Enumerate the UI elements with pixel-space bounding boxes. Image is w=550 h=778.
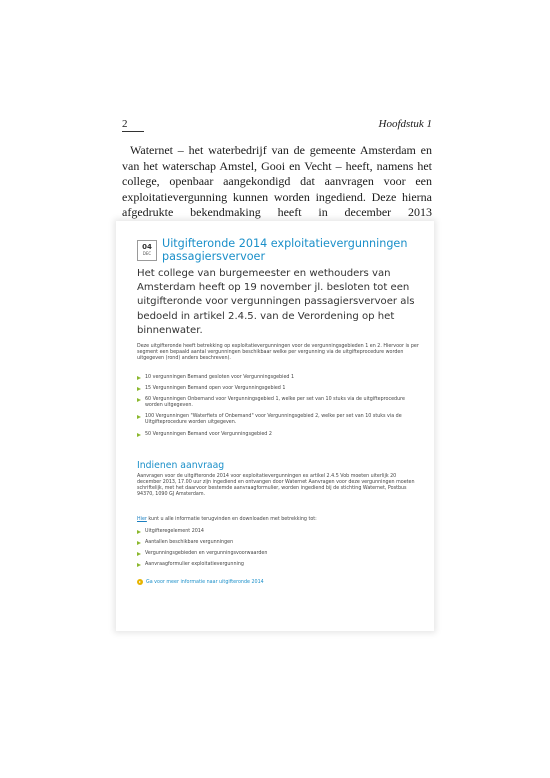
arrow-circle-icon xyxy=(137,579,143,585)
intro-text: Waternet – het waterbedrijf van de gemeente Amsterdam en van het waterschap Amstel, Gooi en Vecht – heeft, namens het college, openbaar aangekondigd dat aanvragen voor een exploitatievergunning kunnen worden ingediend. Deze hierna afgedrukte bekendmaking heeft in december 2013 xyxy=(122,143,432,219)
bullet-icon xyxy=(137,530,141,534)
more-info-label: Ga voor meer informatie naar uitgifteronde 2014 xyxy=(146,579,264,585)
list-item xyxy=(137,562,419,568)
list-item-text: 60 Vergunningen Onbemand voor Vergunningsgebied 1, welke per set van 10 stuks via de uitgifteprocedure worden uitgegeven. xyxy=(145,397,405,409)
list-item-text: 10 vergunningen Bemand gesloten voor Vergunningsgebied 1 xyxy=(145,375,295,380)
list-item-text: Aantallen beschikbare vergunningen xyxy=(145,540,234,546)
info-link-line xyxy=(137,517,419,523)
list-item xyxy=(137,414,419,426)
info-list xyxy=(137,529,419,573)
notice-body: Deze uitgifteronde heeft betrekking op exploitatievergunningen voor de vergunningsgebieden 1 en 2. Hiervoor is per segment een bepaald aantal vergunningen beschikbaar welke per vergunning via de uitgifteprocedure worden uitgegeven (rond) anders beschreven). xyxy=(137,344,419,362)
bullet-icon xyxy=(137,398,141,402)
list-item-text: 50 Vergunningen Bemand voor Vergunningsgebied 2 xyxy=(145,431,272,437)
list-item xyxy=(137,397,419,409)
bullet-icon xyxy=(137,415,141,419)
bullet-icon xyxy=(137,433,141,437)
bullet-icon xyxy=(137,387,141,391)
date-month: DEC xyxy=(142,251,152,256)
list-item-text: 15 Vergunningen Bemand open voor Vergunningsgebied 1 xyxy=(145,386,286,392)
notice-card xyxy=(116,221,434,631)
section-heading: Indienen aanvraag xyxy=(137,460,225,471)
chapter-title: Hoofdstuk 1 xyxy=(378,118,432,130)
info-link[interactable]: Hier xyxy=(137,517,147,522)
info-link-rest: kunt u alle informatie terugvinden en downloaden met betrekking tot: xyxy=(146,517,317,522)
allocation-list xyxy=(137,375,419,443)
list-item xyxy=(137,386,419,392)
section-body: Aanvragen voor de uitgifteronde 2014 voor exploitatievergunningen ex artikel 2.4.5 Vob moeten uiterlijk 20 december 2013, 17.00 uur zijn ingediend en ontvangen door Waternet Aanvragen voor deze vergunningen moeten schriftelijk, met het daarvoor bestemde aanvraagformulier, worden ingediend bij de stichting Waternet, Postbus 94370, 1090 GJ Amsterdam. xyxy=(137,474,415,498)
bullet-icon xyxy=(137,563,141,567)
list-item xyxy=(137,432,419,438)
list-item-text: Uitgifteregelement 2014 xyxy=(145,529,204,534)
list-item xyxy=(137,529,419,535)
page-number-rule xyxy=(122,131,144,132)
list-item xyxy=(137,540,419,546)
date-day: 04 xyxy=(142,243,152,251)
bullet-icon xyxy=(137,541,141,545)
bullet-icon xyxy=(137,552,141,556)
page-number: 2 xyxy=(122,118,128,130)
list-item xyxy=(137,375,419,381)
list-item-text: Aanvraagformulier exploitatievergunning xyxy=(145,562,244,568)
more-info-link[interactable] xyxy=(137,579,264,585)
notice-lead: Het college van burgemeester en wethouders van Amsterdam heeft op 19 november jl. besloten tot een uitgifteronde voor vergunningen passagiersvervoer als bedoeld in artikel 2.4.5. van de Verordening op het binnenwater. xyxy=(137,268,415,336)
list-item xyxy=(137,551,419,557)
bullet-icon xyxy=(137,376,141,380)
date-badge xyxy=(137,240,157,261)
list-item-text: 100 Vergunningen "Waterfiets of Onbemand" voor Vergunningsgebied 2, welke per set van 10 stuks via de Uitgifteprocedure worden uitgegeven. xyxy=(145,414,402,426)
notice-title: Uitgifteronde 2014 exploitatievergunningen passagiersvervoer xyxy=(162,237,408,263)
list-item-text: Vergunningsgebieden en vergunningsvoorwaarden xyxy=(145,551,268,557)
